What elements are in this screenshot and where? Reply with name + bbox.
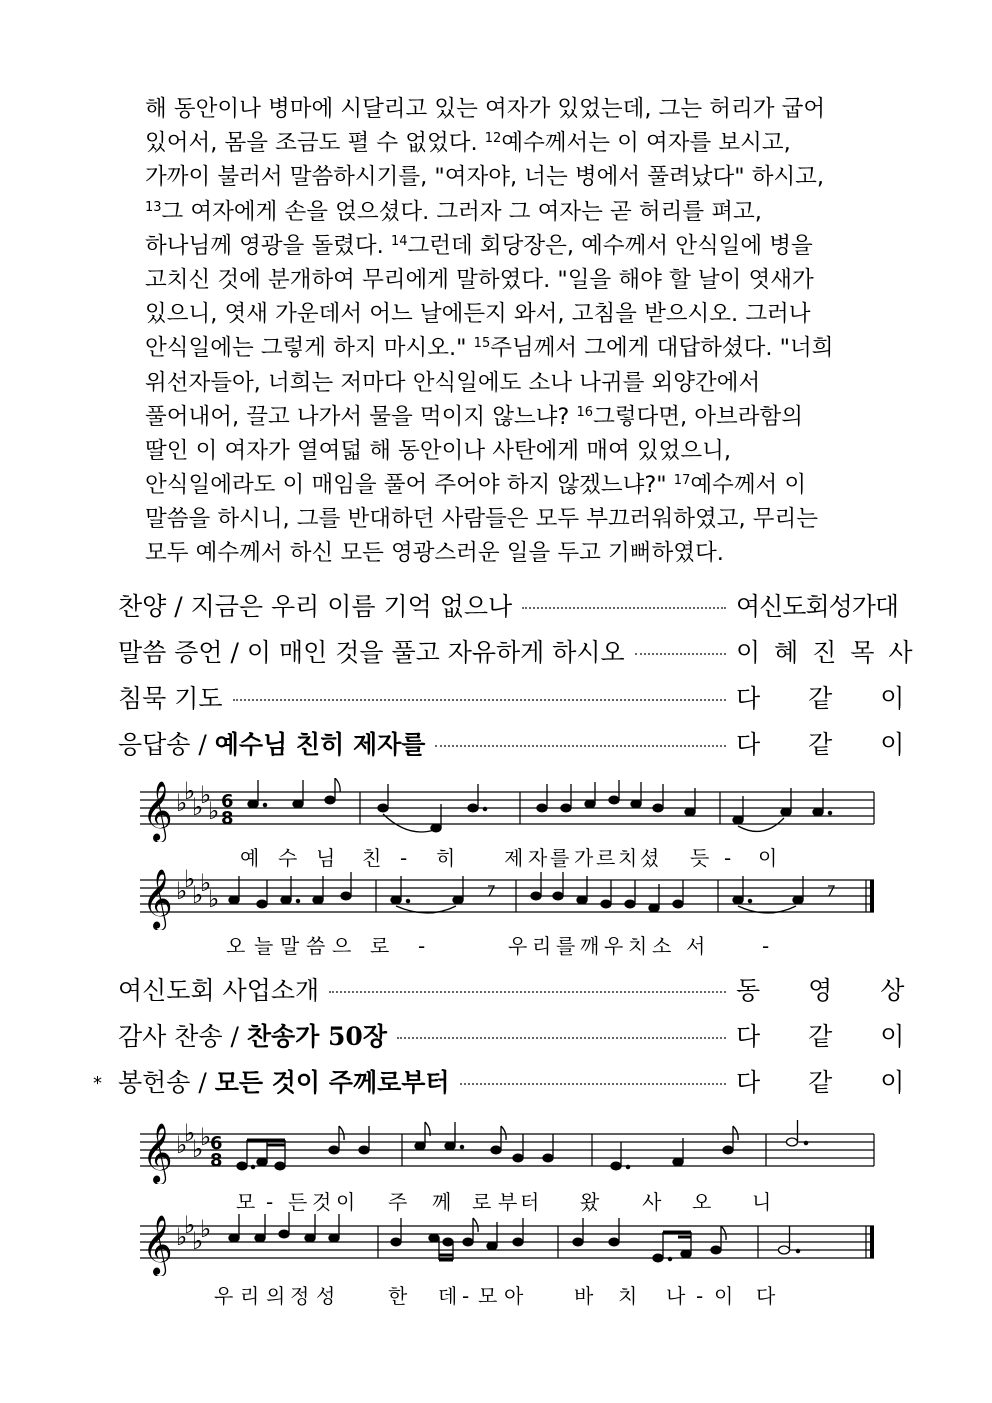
svg-text:𝄞: 𝄞 <box>142 1215 173 1275</box>
svg-text:♭: ♭ <box>200 1215 212 1243</box>
svg-text:♭: ♭ <box>192 793 204 821</box>
leader-dots <box>329 991 726 993</box>
order-item-thanks-hymn: 감사 찬송 / 찬송가 50장 다 같 이 <box>118 1022 905 1051</box>
leader-dots <box>522 607 726 609</box>
scripture-passage <box>145 92 875 571</box>
scripture-line: 해 동안이나 병마에 시달리고 있는 여자가 있었는데, 그는 허리가 굽어 <box>145 96 826 122</box>
svg-text:♭: ♭ <box>176 1131 188 1159</box>
staff-svg <box>138 866 878 930</box>
staff-svg <box>138 1120 878 1184</box>
scripture-line: 있어서, 몸을 조금도 펼 수 없었다. $^{12}$예수께서는 이 여자를 보시고, <box>145 130 791 157</box>
leader-dots <box>435 745 726 747</box>
scripture-line: 하나님께 영광을 돌렸다. $^{14}$그런데 회당장은, 예수께서 안식일에 병을 <box>145 232 813 259</box>
svg-text:♭: ♭ <box>176 789 188 817</box>
order-item-offertory: 봉헌송 / 모든 것이 주께로부터 다 같 이 <box>118 1068 905 1097</box>
order-item-ministry-intro: 여신도회 사업소개 동 영 상 <box>118 976 905 1005</box>
svg-text:♭: ♭ <box>192 881 204 909</box>
svg-text:♭: ♭ <box>192 1227 204 1255</box>
scripture-line: 풀어내어, 끌고 나가서 물을 먹이지 않느냐? $^{16}$그렇다면, 아브라함의 <box>145 403 803 430</box>
music-staff-hymn2-line2 <box>138 1212 878 1276</box>
svg-text:♭: ♭ <box>184 1120 196 1147</box>
svg-text:♭: ♭ <box>184 778 196 805</box>
scripture-line: 있으니, 엿새 가운데서 어느 날에든지 와서, 고침을 받으시오. 그러나 <box>145 301 811 328</box>
verse-number: 15 <box>473 336 491 352</box>
svg-text:♭: ♭ <box>184 1212 196 1239</box>
staff-svg <box>138 778 878 842</box>
scripture-line: 딸인 이 여자가 열여덟 해 동안이나 사탄에게 매여 있었으니, <box>145 437 732 464</box>
order-item-sermon: 말씀 증언 / 이 매인 것을 풀고 자유하게 하시오 이 혜 진 목 사 <box>118 638 913 667</box>
scripture-line: 고치신 것에 분개하여 무리에게 말하였다. "일을 해야 할 날이 엿새가 <box>145 266 814 293</box>
svg-text:♭: ♭ <box>200 869 212 897</box>
svg-text:𝄞: 𝄞 <box>142 869 173 929</box>
order-item-praise: 찬양 / 지금은 우리 이름 기억 없으나 여신도회성가대 <box>118 592 899 621</box>
music-staff-hymn1-line1 <box>138 778 878 842</box>
order-item-silent-prayer: 침묵 기도 다 같 이 <box>118 684 905 713</box>
verse-number: 14 <box>390 233 408 249</box>
lyrics-hymn1-line1: 예 수 님 친 - 히 제 자 를 가 르 치 셨 듯 - 이 <box>240 846 778 870</box>
svg-text:♭: ♭ <box>208 797 220 825</box>
verse-number: 12 <box>484 131 502 147</box>
svg-text:♭: ♭ <box>192 1135 204 1163</box>
leader-dots <box>460 1083 726 1085</box>
verse-number: 13 <box>145 199 162 215</box>
svg-text:♭: ♭ <box>176 877 188 905</box>
scripture-line: 가까이 불러서 말씀하시기를, "여자야, 너는 병에서 풀려났다" 하시고, <box>145 164 825 191</box>
svg-text:𝄞: 𝄞 <box>142 1123 173 1183</box>
svg-text:♭: ♭ <box>176 1223 188 1251</box>
svg-text:♭: ♭ <box>208 885 220 913</box>
music-staff-hymn2-line1 <box>138 1120 878 1184</box>
svg-text:♭: ♭ <box>200 781 212 809</box>
lyrics-hymn2-line2: 우 리 의 정 성 한 데 - 모 아 바 치 나 - 이 다 <box>214 1284 776 1308</box>
lyrics-hymn2-line1: 모 - 든 것 이 주 께 로 부 터 왔 사 오 니 <box>236 1190 772 1214</box>
svg-text:♭: ♭ <box>184 866 196 893</box>
scripture-line: 안식일에는 그렇게 하지 마시오." $^{15}$주님께서 그에게 대답하셨다. "너희 <box>145 335 834 362</box>
svg-text:8: 8 <box>210 1150 223 1171</box>
svg-text:𝄞: 𝄞 <box>142 781 173 841</box>
music-staff-hymn1-line2 <box>138 866 878 930</box>
standing-mark: * <box>93 1073 102 1094</box>
svg-text:6: 6 <box>221 791 234 812</box>
verse-number: 17 <box>673 473 691 489</box>
leader-dots <box>397 1037 726 1039</box>
staff-svg <box>138 1212 878 1276</box>
svg-text:♭: ♭ <box>200 1123 212 1151</box>
scripture-line: 모두 예수께서 하신 모든 영광스러운 일을 두고 기뻐하였다. <box>145 540 724 567</box>
scripture-line: 말씀을 하시니, 그를 반대하던 사람들은 모두 부끄러워하였고, 무리는 <box>145 506 818 533</box>
verse-number: 16 <box>576 404 594 420</box>
scripture-line: $^{13}$그 여자에게 손을 얹으셨다. 그러자 그 여자는 곧 허리를 펴고, <box>145 198 762 225</box>
order-item-response: 응답송 / 예수님 친히 제자를 다 같 이 <box>118 730 905 759</box>
lyrics-hymn1-line2: 오 늘 말 씀 으 로 - 우 리 를 깨 우 치 소 서 - <box>226 934 770 958</box>
svg-text:6: 6 <box>210 1133 223 1154</box>
leader-dots <box>233 699 726 701</box>
leader-dots <box>635 653 726 655</box>
scripture-line: 위선자들아, 너희는 저마다 안식일에도 소나 나귀를 외양간에서 <box>145 369 761 396</box>
scripture-line: 안식일에라도 이 매임을 풀어 주어야 하지 않겠느냐?" $^{17}$예수께서 이 <box>145 472 807 499</box>
svg-text:8: 8 <box>221 808 234 829</box>
